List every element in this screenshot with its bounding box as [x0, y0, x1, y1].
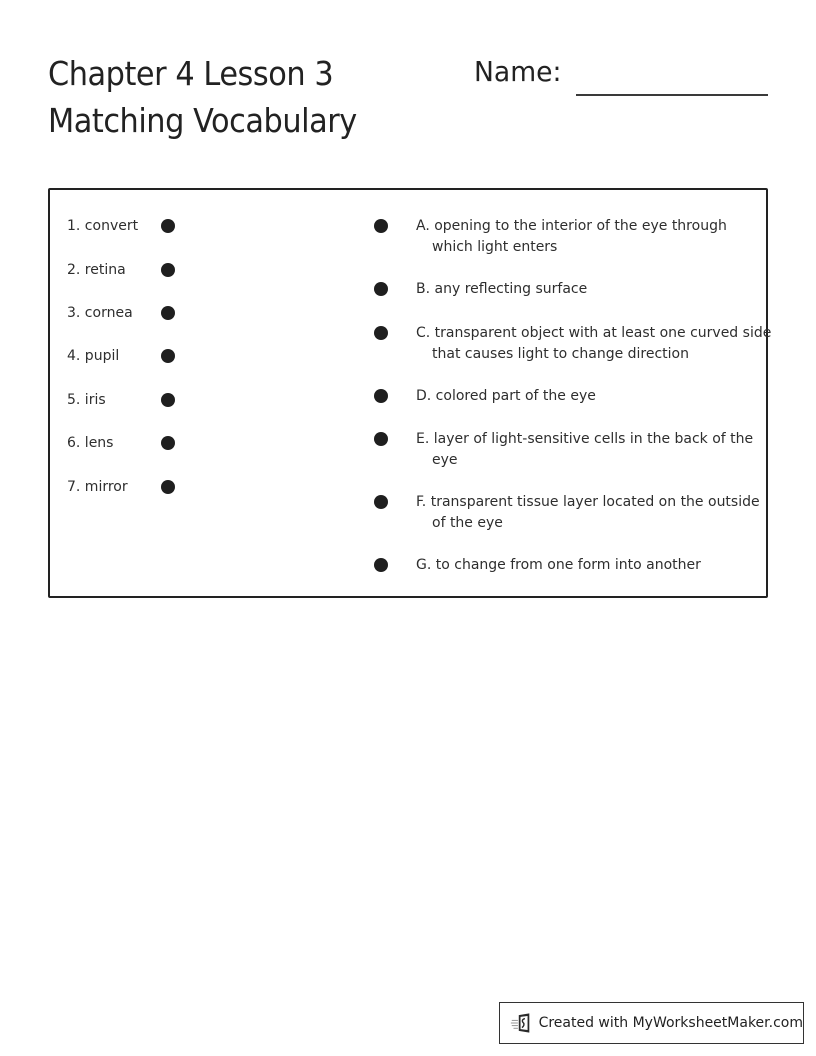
- term-label: 5. iris: [67, 392, 106, 408]
- definition-dot-icon[interactable]: [374, 558, 388, 572]
- name-field: [474, 54, 566, 90]
- term-dot-icon[interactable]: [161, 436, 175, 450]
- worksheet-maker-logo-icon: [510, 1009, 535, 1037]
- worksheet-title: [48, 50, 384, 144]
- term-label: 3. cornea: [67, 305, 133, 321]
- name-label: Name:: [474, 55, 562, 88]
- definition-text: C. transparent object with at least one curved side that causes light to change direction: [416, 325, 772, 362]
- term-label: 4. pupil: [67, 348, 120, 364]
- term-dot-icon[interactable]: [161, 263, 175, 277]
- footer-badge[interactable]: [499, 1002, 804, 1044]
- definition-dot-icon[interactable]: [374, 219, 388, 233]
- definition-dot-icon[interactable]: [374, 432, 388, 446]
- definition-dot-icon[interactable]: [374, 326, 388, 340]
- term-label: 7. mirror: [67, 479, 128, 495]
- term-label: 6. lens: [67, 435, 114, 451]
- term-dot-icon[interactable]: [161, 480, 175, 494]
- definition-text: F. transparent tissue layer located on the outside of the eye: [416, 494, 760, 531]
- definition-text: B. any reflecting surface: [416, 281, 588, 297]
- definition-text: E. layer of light-sensitive cells in the back of the eye: [416, 431, 754, 468]
- term-label: 1. convert: [67, 218, 139, 234]
- definition-dot-icon[interactable]: [374, 282, 388, 296]
- title-line-chapter: Chapter 4 Lesson 3: [48, 54, 334, 93]
- footer-text: Created with MyWorksheetMaker.com: [538, 1015, 803, 1031]
- definition-dot-icon[interactable]: [374, 495, 388, 509]
- matching-box: [48, 188, 772, 598]
- term-label: 2. retina: [67, 262, 126, 278]
- term-dot-icon[interactable]: [161, 219, 175, 233]
- definition-dot-icon[interactable]: [374, 389, 388, 403]
- term-dot-icon[interactable]: [161, 393, 175, 407]
- name-blank-line[interactable]: [576, 94, 768, 96]
- title-line-subject: Matching Vocabulary: [48, 101, 357, 140]
- definition-text: G. to change from one form into another: [416, 557, 701, 573]
- term-dot-icon[interactable]: [161, 349, 175, 363]
- definition-text: A. opening to the interior of the eye through which light enters: [416, 218, 727, 255]
- definition-text: D. colored part of the eye: [416, 388, 596, 404]
- term-dot-icon[interactable]: [161, 306, 175, 320]
